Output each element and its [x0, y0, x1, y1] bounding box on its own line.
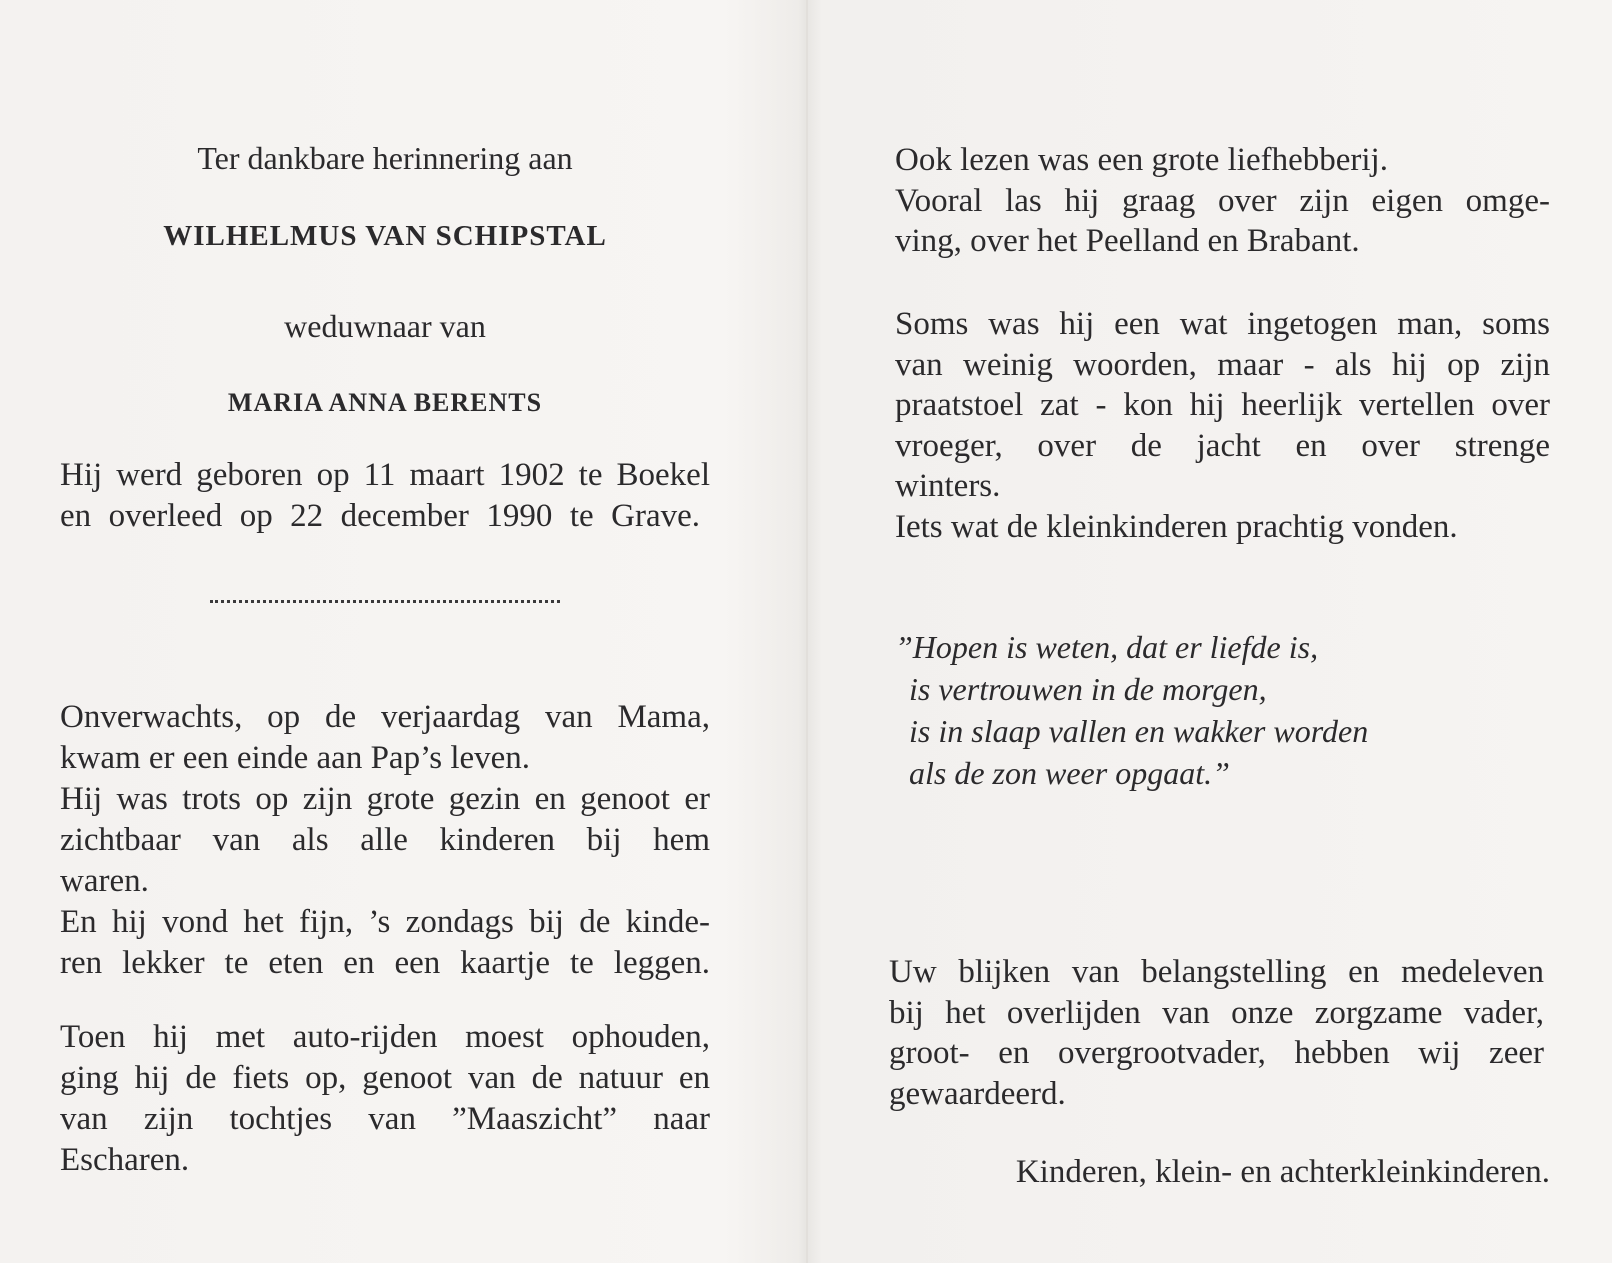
text-line: En hij vond het fijn, ’s zondags bij de kinde-	[60, 904, 710, 940]
quote-line: als de zon weer opgaat.”	[909, 755, 1230, 791]
dedication-text: Ter dankbare herinnering aan	[197, 140, 573, 176]
text-line: Hij werd geboren op 11 maart 1902 te Boekel	[60, 457, 710, 493]
card-fold	[806, 0, 808, 1263]
quote-line: is vertrouwen in de morgen,	[909, 671, 1267, 707]
paragraph-character	[895, 304, 1550, 547]
text-line: ren lekker te eten en een kaartje te leggen.	[60, 945, 710, 981]
widow-of-text: weduwnaar van	[284, 308, 486, 344]
dotted-separator	[210, 600, 560, 603]
text-line: en overleed op 22 december 1990 te Grave.	[60, 498, 700, 534]
text-line: Onverwachts, op de verjaardag van Mama,	[60, 699, 710, 735]
text-line: Iets wat de kleinkinderen prachtig vonden.	[895, 508, 1458, 545]
text-line: gewaardeerd.	[889, 1075, 1066, 1112]
text-line: ging hij de fiets op, genoot van de natuur en	[60, 1060, 710, 1096]
spouse-name: MARIA ANNA BERENTS	[227, 388, 543, 417]
paragraph-thanks	[889, 952, 1544, 1114]
birth-death-text	[60, 455, 710, 537]
text-line: van zijn tochtjes van ”Maaszicht” naar	[60, 1101, 710, 1137]
right-panel	[889, 0, 1550, 1263]
paragraph-family	[60, 697, 710, 984]
paragraph-reading	[895, 140, 1550, 262]
text-line: van weinig woorden, maar - als hij op zijn	[895, 346, 1550, 383]
text-line: vroeger, over de jacht en over strenge	[895, 427, 1550, 464]
quote-line: is in slaap vallen en wakker worden	[909, 713, 1369, 749]
text-line: waren.	[60, 863, 149, 899]
poem-quote	[895, 626, 1550, 794]
text-line: Escharen.	[60, 1142, 190, 1178]
text-line: kwam er een einde aan Pap’s leven.	[60, 740, 531, 776]
text-line: Vooral las hij graag over zijn eigen omge-	[895, 182, 1550, 219]
text-line: bij het overlijden van onze zorgzame vader,	[889, 994, 1544, 1031]
left-panel	[60, 0, 710, 1263]
text-line: praatstoel zat - kon hij heerlijk vertellen over	[895, 387, 1550, 423]
signoff-text: Kinderen, klein- en achterkleinkinderen.	[1015, 1154, 1550, 1190]
text-line: zichtbaar van als alle kinderen bij hem	[60, 822, 710, 858]
deceased-name: WILHELMUS VAN SCHIPSTAL	[163, 220, 607, 252]
text-line: Soms was hij een wat ingetogen man, soms	[895, 306, 1550, 342]
text-line: Ook lezen was een grote liefhebberij.	[895, 142, 1388, 178]
paragraph-cycling	[60, 1017, 710, 1181]
text-line: Uw blijken van belangstelling en medeleven	[889, 954, 1544, 990]
text-line: Toen hij met auto-rijden moest ophouden,	[60, 1019, 710, 1055]
text-line: groot- en overgrootvader, hebben wij zeer	[889, 1035, 1544, 1071]
text-line: winters.	[895, 468, 1001, 504]
text-line: Hij was trots op zijn grote gezin en genoot er	[60, 781, 710, 817]
quote-line: ”Hopen is weten, dat er liefde is,	[895, 629, 1319, 665]
text-line: ving, over het Peelland en Brabant.	[895, 223, 1360, 259]
